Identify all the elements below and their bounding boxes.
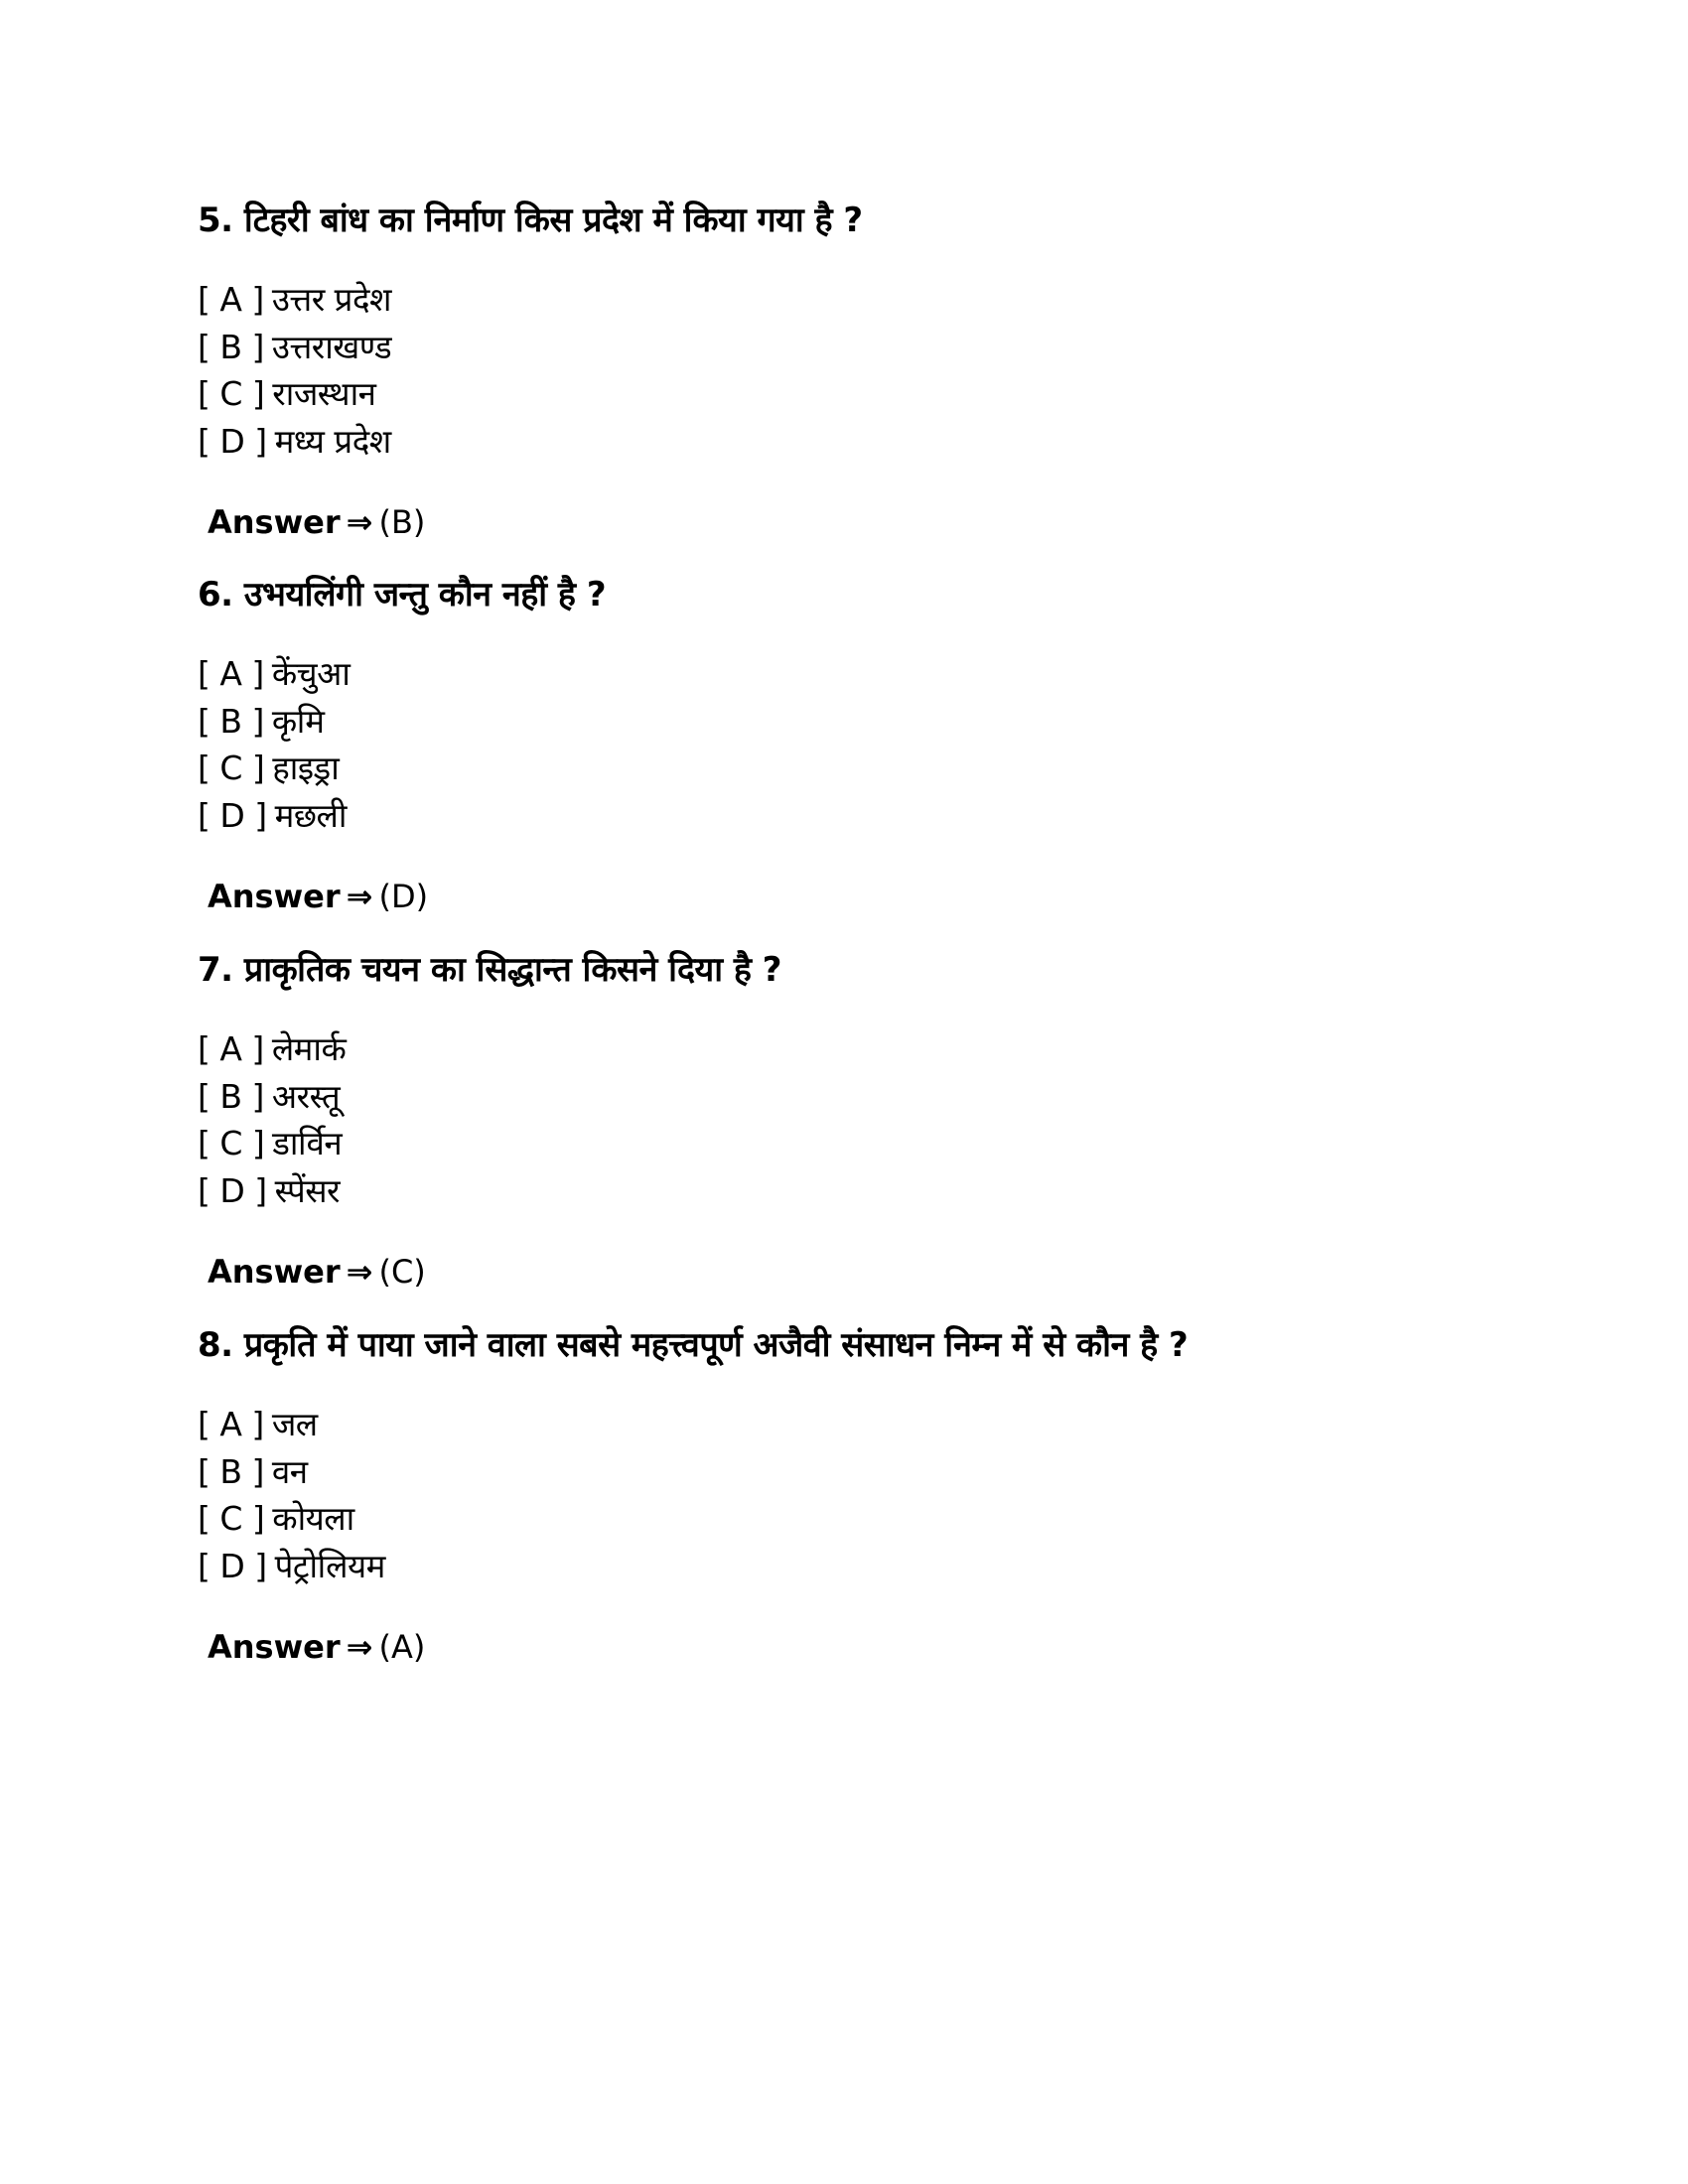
question-text: उभयलिंगी जन्तु कौन नहीं है ? (243, 575, 607, 614)
question-block-6 (198, 573, 1588, 918)
option-key: [ D ] (198, 1170, 267, 1210)
answer-line (208, 1250, 1588, 1294)
option-text: कोयला (272, 1499, 354, 1538)
option-a (198, 276, 1588, 324)
option-text: अरस्तू (271, 1076, 341, 1116)
option-text: जल (271, 1405, 318, 1443)
option-key: [ A ] (198, 654, 264, 693)
question-text: प्राकृतिक चयन का सिद्धान्त किसने दिया है ? (243, 950, 781, 990)
answer-label: Answer (208, 1628, 341, 1666)
option-d (198, 1543, 1588, 1590)
option-d (198, 418, 1588, 466)
option-key: [ A ] (198, 1029, 264, 1068)
arrow-icon: ⇒ (346, 1628, 373, 1666)
option-text: मध्य प्रदेश (274, 421, 391, 461)
question-title (198, 199, 1588, 242)
option-text: कृमि (271, 701, 325, 741)
question-block-8 (198, 1323, 1588, 1669)
option-text: उत्तर प्रदेश (271, 280, 391, 319)
answer-label: Answer (208, 1253, 341, 1291)
question-number: 8. (198, 1325, 233, 1365)
option-key: [ B ] (198, 1076, 264, 1116)
option-key: [ C ] (198, 749, 265, 787)
option-key: [ A ] (198, 280, 264, 319)
question-number: 7. (198, 950, 233, 990)
question-block-7 (198, 948, 1588, 1294)
arrow-icon: ⇒ (346, 503, 373, 541)
option-text: वन (271, 1451, 308, 1491)
answer-label: Answer (208, 878, 341, 915)
option-d (198, 792, 1588, 840)
answer-line (208, 875, 1588, 918)
option-c (198, 370, 1588, 418)
option-c (198, 1495, 1588, 1543)
option-b (198, 1073, 1588, 1121)
options-list (198, 1025, 1588, 1214)
option-text: लेमार्क (271, 1029, 347, 1068)
option-key: [ C ] (198, 1499, 265, 1538)
question-block-5 (198, 199, 1588, 544)
answer-line (208, 500, 1588, 544)
option-text: राजस्थान (272, 374, 376, 413)
option-a (198, 1025, 1588, 1073)
option-key: [ B ] (198, 327, 264, 366)
option-key: [ C ] (198, 374, 265, 413)
option-key: [ A ] (198, 1405, 264, 1443)
question-title (198, 573, 1588, 616)
arrow-icon: ⇒ (346, 1253, 373, 1291)
option-text: पेट्रोलियम (274, 1546, 385, 1585)
option-text: डार्विन (272, 1124, 343, 1162)
answer-line (208, 1625, 1588, 1669)
question-text: टिहरी बांध का निर्माण किस प्रदेश में किया गया है ? (243, 201, 863, 240)
option-a (198, 650, 1588, 698)
option-c (198, 1120, 1588, 1167)
answer-value: (D) (378, 878, 429, 915)
option-text: मछली (274, 795, 347, 835)
option-b (198, 1448, 1588, 1496)
option-key: [ D ] (198, 1546, 267, 1585)
option-a (198, 1401, 1588, 1448)
answer-value: (C) (378, 1253, 426, 1291)
question-title (198, 1323, 1588, 1367)
answer-label: Answer (208, 503, 341, 541)
options-list (198, 276, 1588, 465)
option-key: [ D ] (198, 421, 267, 461)
option-text: हाइड्रा (272, 749, 340, 787)
option-key: [ B ] (198, 1451, 264, 1491)
question-number: 5. (198, 201, 233, 240)
option-text: स्पेंसर (274, 1170, 341, 1210)
question-text: प्रकृति में पाया जाने वाला सबसे महत्त्वपूर्ण अजैवी संसाधन निम्न में से कौन है ? (243, 1325, 1189, 1365)
option-b (198, 698, 1588, 746)
answer-value: (B) (378, 503, 426, 541)
option-key: [ C ] (198, 1124, 265, 1162)
option-text: उत्तराखण्ड (271, 327, 392, 366)
option-key: [ D ] (198, 795, 267, 835)
option-key: [ B ] (198, 701, 264, 741)
options-list (198, 1401, 1588, 1589)
options-list (198, 650, 1588, 839)
question-number: 6. (198, 575, 233, 614)
option-b (198, 324, 1588, 371)
answer-value: (A) (378, 1628, 426, 1666)
arrow-icon: ⇒ (346, 878, 373, 915)
option-d (198, 1167, 1588, 1215)
option-text: केंचुआ (271, 654, 351, 693)
option-c (198, 745, 1588, 792)
question-title (198, 948, 1588, 992)
